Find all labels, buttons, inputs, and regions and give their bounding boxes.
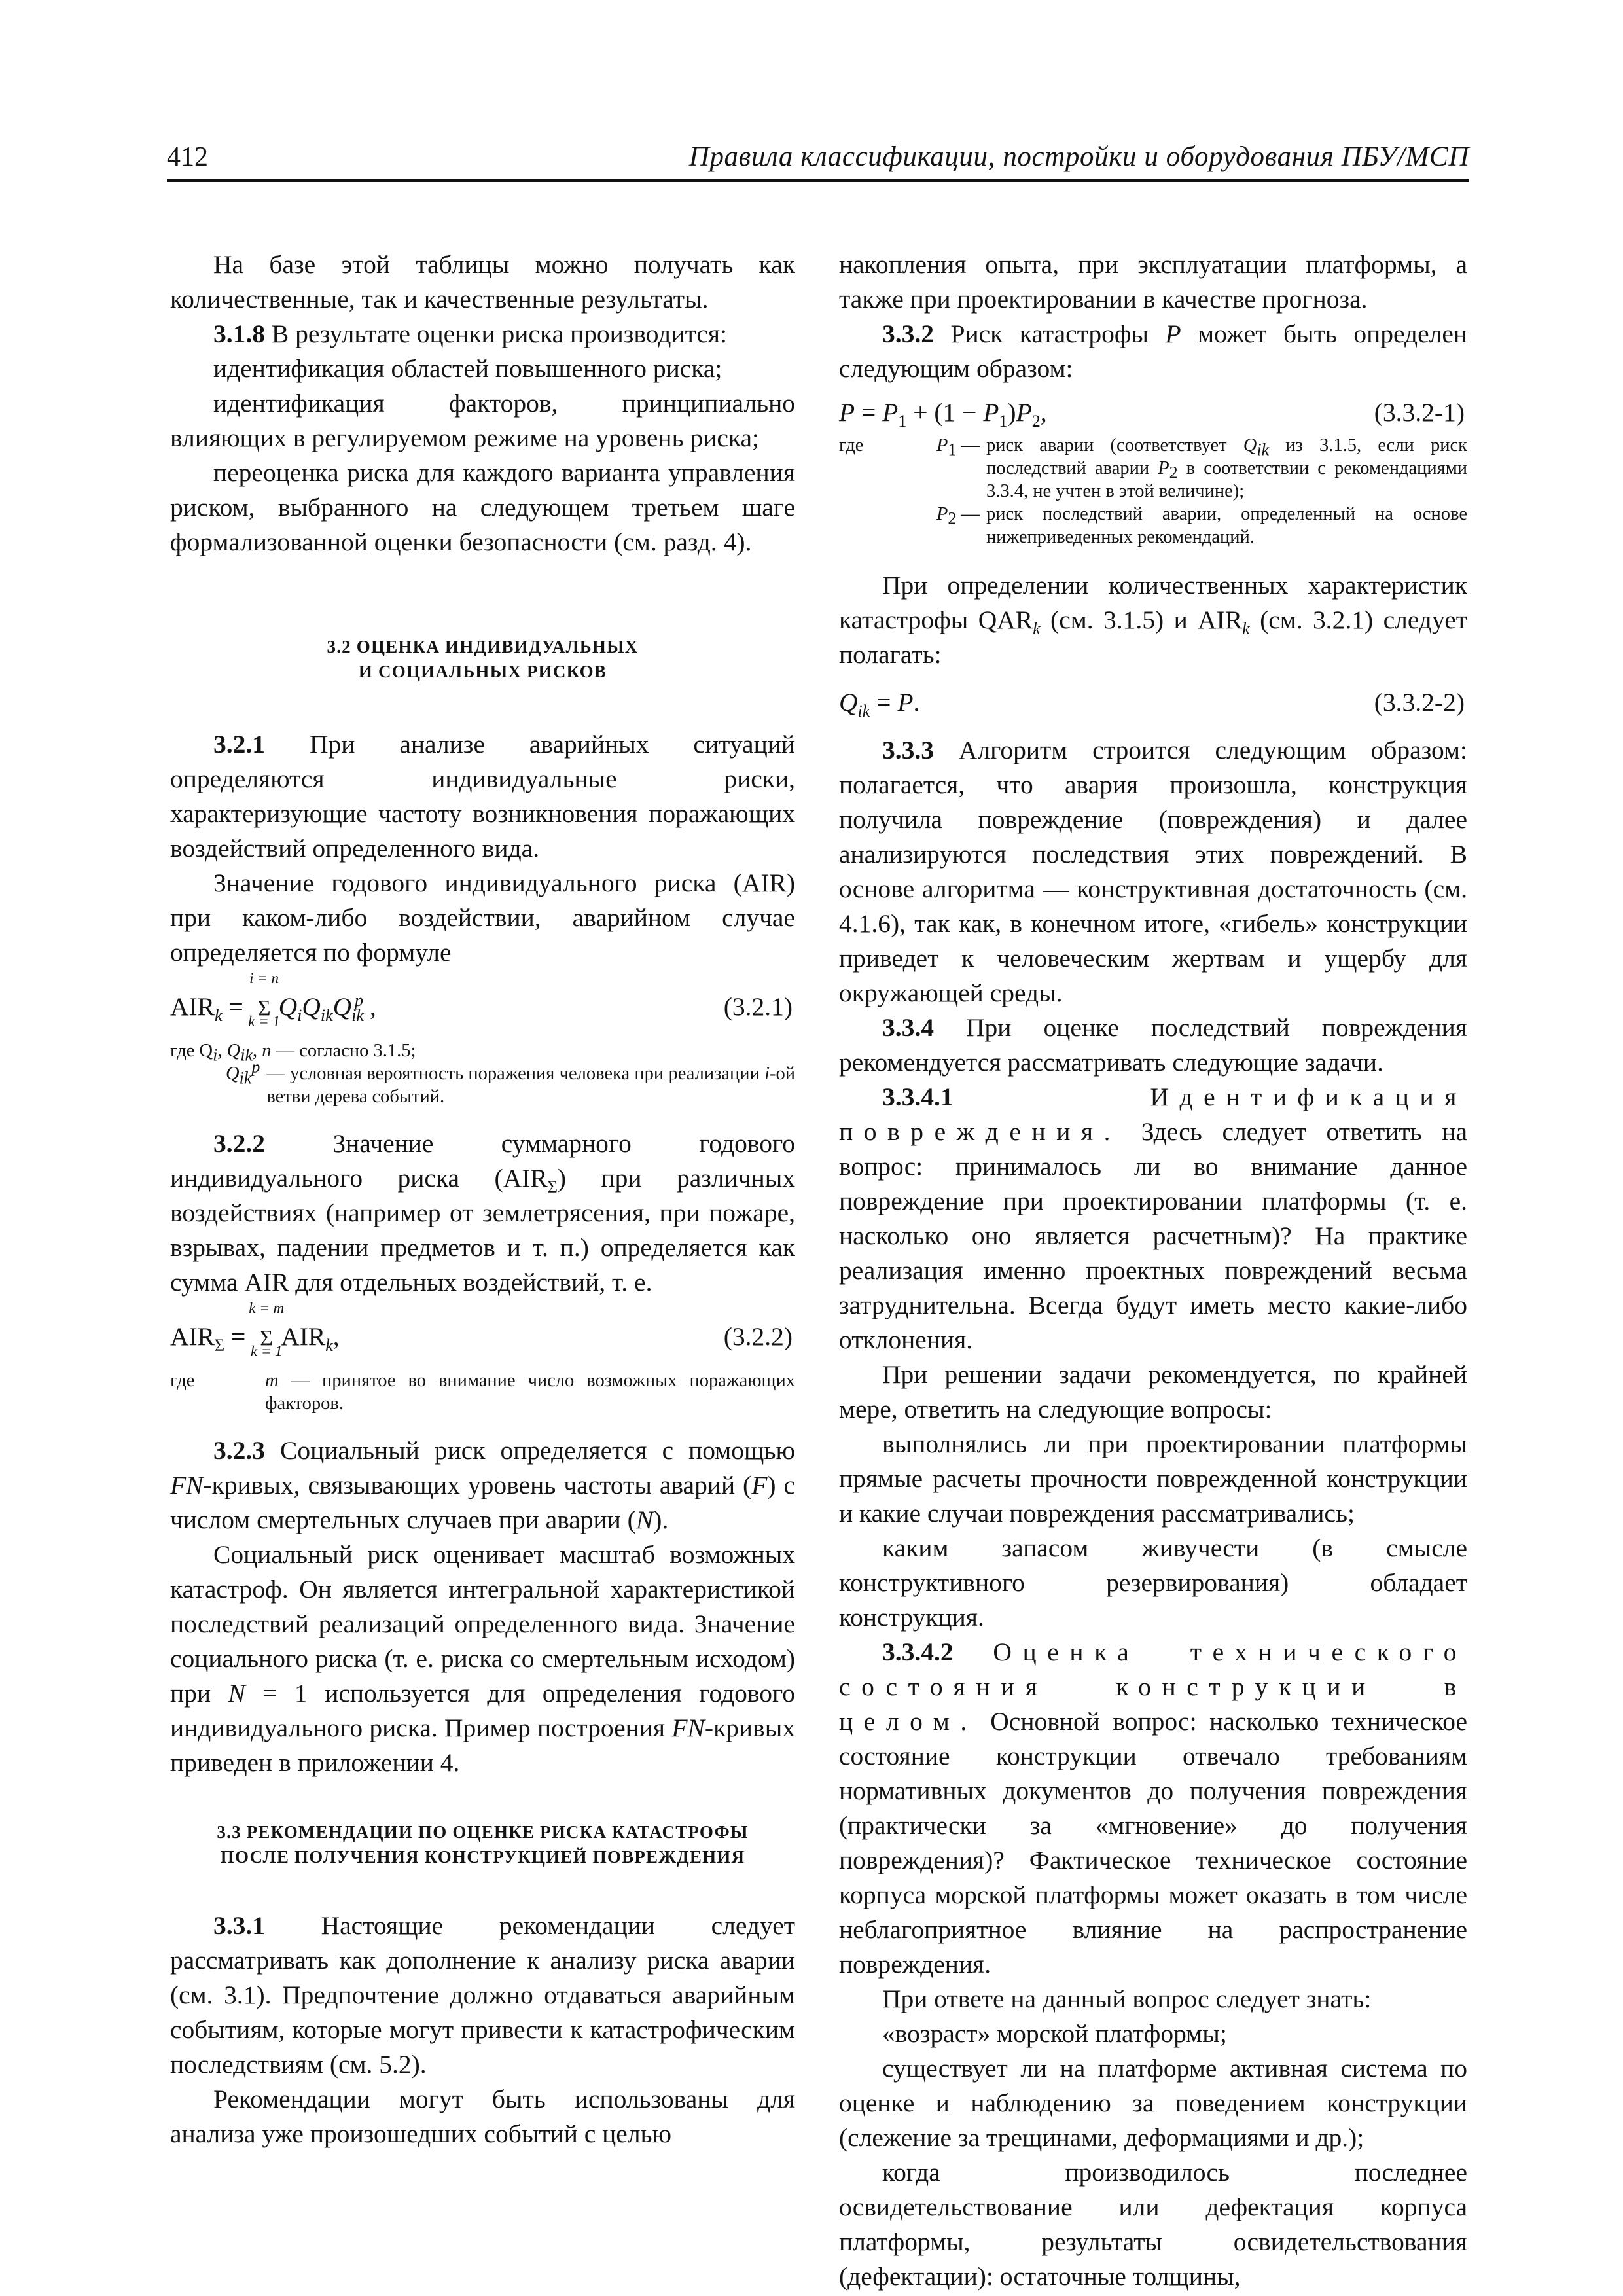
formula-3-3-2-1: $P = P_1 + (1 - P_1)P_2$, (3.3.2-1): [839, 395, 1467, 430]
formula-3-2-2: $AIR_\Sigma$ = k = m Σ k = 1 $AIR_k$, (3.2.2): [170, 1300, 793, 1359]
list-item: идентификация областей повышенного риска;: [213, 354, 722, 383]
equation-number: (3.2.1): [723, 992, 793, 1021]
section-3-3-1: 3.3.1 Настоящие рекомендации следует рассматривать как дополнение к анализу риска аварии (см. 3.1). Предпочтение должно отдаваться аварийным событиям, которые могут привести к катастрофическим последствиям (см. 5.2).: [170, 1911, 795, 2079]
section-3-2-2: 3.2.2 Значение суммарного годового индивидуального риска $(AIR_\Sigma)$ при различных воздействиях (например от землетрясения, при пожаре, взрывах, падении предметов и т. п.) определяется как сумма AIR для отдельных воздействий, т. е.: [170, 1129, 795, 1297]
paragraph: Социальный риск оценивает масштаб возможных катастроф. Он является интегральной характеристикой последствий реализаций определенного вида. Значение социального риска (т. е. риска со смертельным исходом) при N = 1 используется для определения годового индивидуального риска. Пример построения FN-кривых приведен в приложении 4.: [170, 1540, 795, 1777]
formula-legend: где $P_1$ — риск аварии (соответствует $Q_{ik}$ из 3.1.5, если риск последствий аварии $P_2$ в соответствии с рекомендациями 3.3.4, не учтен в этой величине); $P_2$ — риск последствий аварии, определенный на основе нижеприведенных рекомендаций.: [839, 435, 1467, 547]
list-item: когда производилось последнее освидетельствование или дефектация корпуса платформы, результаты освидетельствования (дефектации): остаточные толщины,: [839, 2158, 1467, 2291]
equation-number: (3.2.2): [723, 1322, 793, 1351]
section-3-3-3: 3.3.3 Алгоритм строится следующим образом: полагается, что авария произошла, конструкция получила повреждение (повреждения) и далее анализируются последствия этих повреждений. В основе алгоритма — конструктивная достаточность (см. 4.1.6), так как, в конечном итоге, «гибель» конструкции приведет к человеческим жертвам и ущербу для окружающей среды.: [839, 736, 1467, 1007]
formula-3-3-2-2: $Q_{ik} = P$. (3.3.2-2): [839, 685, 1467, 720]
left-column: [170, 247, 795, 2151]
formula-legend: где m — принятое во внимание число возможных поражающих факторов.: [170, 1371, 796, 1414]
page-number: 412: [167, 142, 208, 172]
list-item: каким запасом живучести (в смысле конструктивного резервирования) обладает конструкция.: [839, 1534, 1467, 1632]
equation-number: (3.3.2-1): [1374, 398, 1465, 427]
formula-legend: где $Q_i$, $Q_{ik}$, n — согласно 3.1.5; $Q_{ik}^p$ — условная вероятность поражения человека при реализации i-ой ветви дерева событий.: [170, 1041, 795, 1107]
page-header: [167, 136, 1469, 182]
list-item: существует ли на платформе активная система по оценке и наблюдению за поведением конструкции (слежение за трещинами, деформациями и др.);: [839, 2054, 1467, 2152]
list-item: идентификация факторов, принципиально влияющих в регулируемом режиме на уровень риска;: [170, 389, 795, 452]
paragraph: При ответе на данный вопрос следует знать:: [882, 1984, 1372, 2013]
section-3-2-1: 3.2.1 При анализе аварийных ситуаций определяются индивидуальные риски, характеризующие частоту возникновения поражающих воздействий определенного вида.: [170, 730, 795, 863]
formula-3-2-1: $AIR_k$ = i = n Σ k = 1 $Q_iQ_{ik}Q_{ik}^p$ , (3.2.1): [170, 970, 793, 1030]
section-3-3-2: 3.3.2 Риск катастрофы P может быть определен следующим образом:: [839, 319, 1467, 383]
section-3-3-4-2: 3.3.4.2 Оценка технического состояния конструкции в целом. Основной вопрос: насколько техническое состояние конструкции отвечало требованиям нормативных документов до получения повреждения (практически за «мгновение» до получения повреждения)? Фактическое техническое состояние корпуса морской платформы может оказать в том числе неблагоприятное влияние на распространение повреждения.: [839, 1638, 1467, 1979]
section-heading-3-3: 3.3 РЕКОМЕНДАЦИИ ПО ОЦЕНКЕ РИСКА КАТАСТРОФЫ ПОСЛЕ ПОЛУЧЕНИЯ КОНСТРУКЦИЕЙ ПОВРЕЖДЕНИЯ: [217, 1822, 749, 1867]
right-column: [839, 247, 1467, 2294]
paragraph: Значение годового индивидуального риска (AIR) при каком-либо воздействии, аварийном случае определяется по формуле: [170, 869, 795, 967]
paragraph: На базе этой таблицы можно получать как количественные, так и качественные результаты.: [170, 250, 795, 314]
section-3-2-3: 3.2.3 Социальный риск определяется с помощью FN-кривых, связывающих уровень частоты аварий (F) с числом смертельных случаев при аварии (N).: [170, 1436, 795, 1534]
paragraph: При определении количественных характеристик катастрофы $QAR_k$ (см. 3.1.5) и $AIR_k$ (см. 3.2.1) следует полагать:: [839, 571, 1467, 669]
paragraph: накопления опыта, при эксплуатации платформы, а также при проектировании в качестве прогноза.: [839, 250, 1467, 314]
equation-number: (3.3.2-2): [1374, 688, 1465, 717]
section-3-3-4: 3.3.4 При оценке последствий повреждения рекомендуется рассматривать следующие задачи.: [839, 1013, 1467, 1077]
list-item: переоценка риска для каждого варианта управления риском, выбранного на следующем третьем шаге формализованной оценки безопасности (см. разд. 4).: [170, 458, 795, 556]
section-3-3-4-1: 3.3.4.1 Идентификация повреждения. Здесь следует ответить на вопрос: принималось ли во внимание данное повреждение при проектировании платформы (т. е. насколько оно является расчетным)? На практике реализация именно проектных повреждений весьма затруднительна. Всегда будут иметь место какие-либо отклонения.: [839, 1083, 1467, 1354]
section-3-1-8: 3.1.8 В результате оценки риска производится:: [213, 319, 728, 348]
list-item: «возраст» морской платформы;: [882, 2019, 1227, 2048]
section-heading-3-2: 3.2 ОЦЕНКА ИНДИВИДУАЛЬНЫХ И СОЦИАЛЬНЫХ РИСКОВ: [327, 637, 639, 681]
running-title: Правила классификации, постройки и оборудования ПБУ/МСП: [688, 141, 1469, 172]
paragraph: Рекомендации могут быть использованы для анализа уже произошедших событий с целью: [170, 2085, 795, 2148]
paragraph: При решении задачи рекомендуется, по крайней мере, ответить на следующие вопросы:: [839, 1360, 1467, 1424]
list-item: выполнялись ли при проектировании платформы прямые расчеты прочности поврежденной конструкции и какие случаи повреждения рассматривались;: [839, 1429, 1467, 1528]
